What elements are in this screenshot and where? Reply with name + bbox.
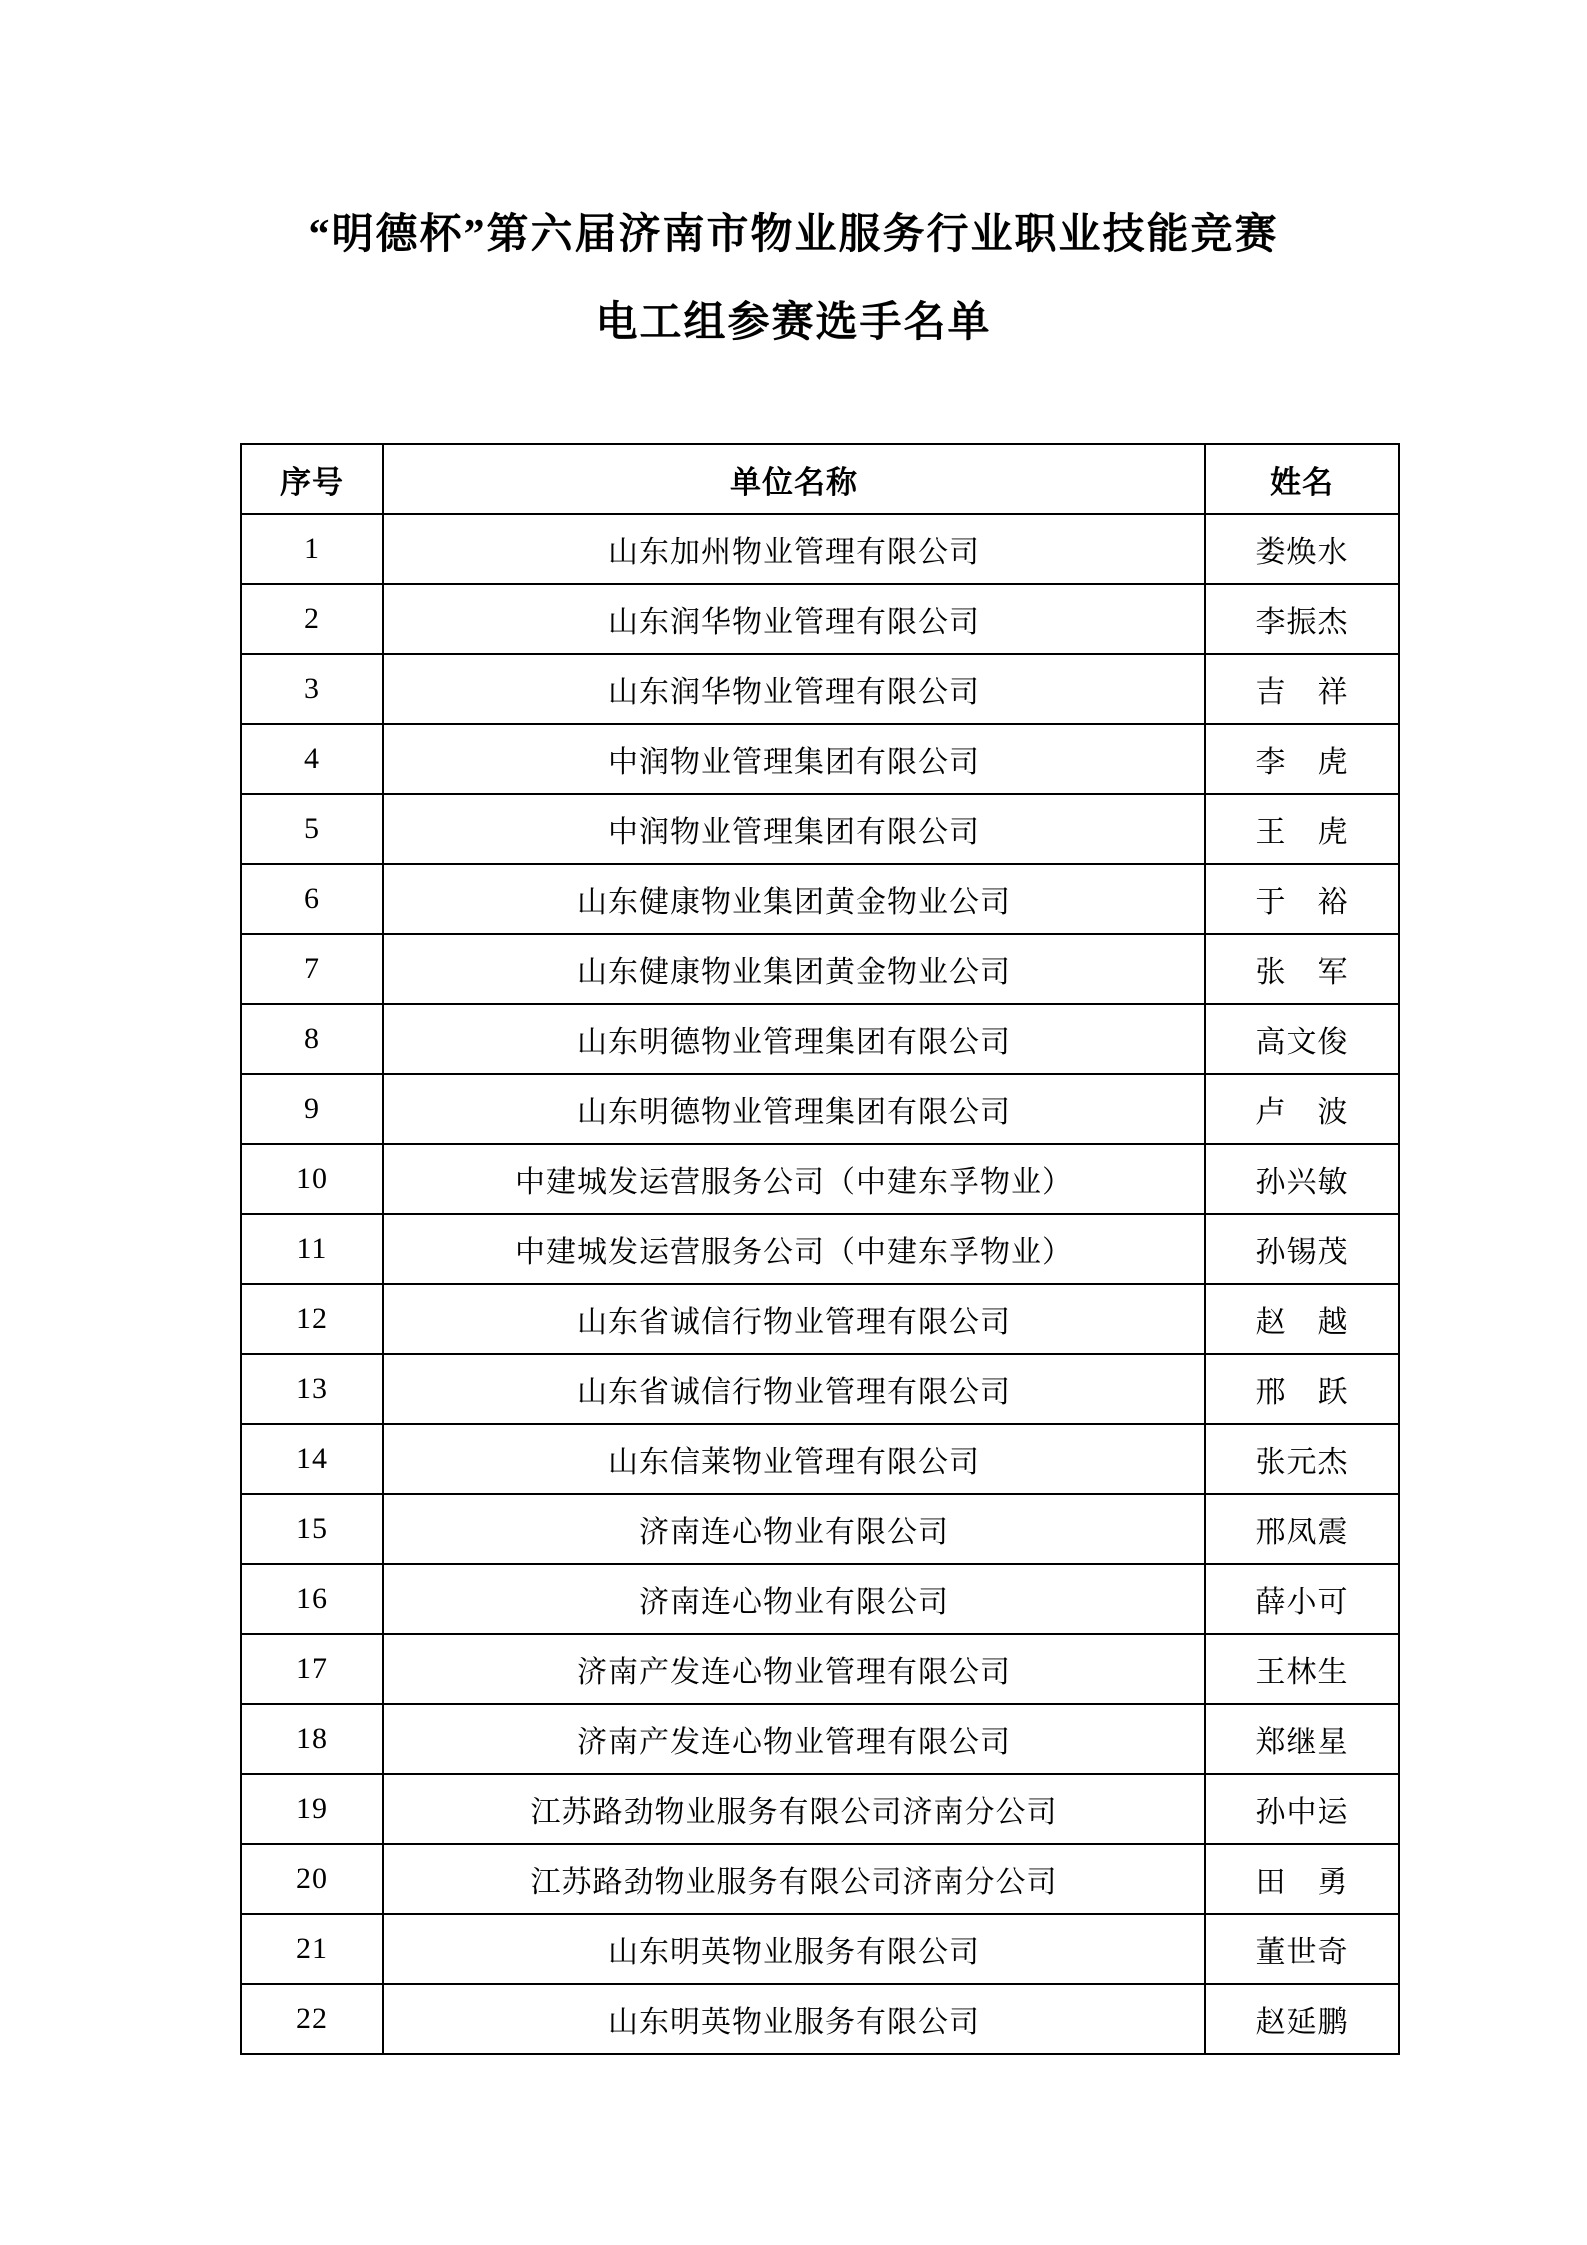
roster-table: [240, 443, 1400, 2055]
table-row: [241, 1284, 1399, 1354]
cell-company: 山东加州物业管理有限公司: [383, 514, 1205, 584]
cell-index: 17: [241, 1634, 383, 1704]
cell-company: 济南连心物业有限公司: [383, 1494, 1205, 1564]
cell-name: 孙锡茂: [1205, 1214, 1399, 1284]
cell-index: 5: [241, 794, 383, 864]
cell-index: 1: [241, 514, 383, 584]
cell-index: 15: [241, 1494, 383, 1564]
cell-company: 江苏路劲物业服务有限公司济南分公司: [383, 1774, 1205, 1844]
cell-index: 3: [241, 654, 383, 724]
cell-name: 于 裕: [1205, 864, 1399, 934]
header-cell-name: 姓名: [1205, 444, 1399, 514]
cell-index: 21: [241, 1914, 383, 1984]
cell-name: 田 勇: [1205, 1844, 1399, 1914]
cell-company: 山东省诚信行物业管理有限公司: [383, 1354, 1205, 1424]
cell-name: 张 军: [1205, 934, 1399, 1004]
cell-name: 赵延鹏: [1205, 1984, 1399, 2054]
table-row: [241, 1844, 1399, 1914]
cell-index: 2: [241, 584, 383, 654]
cell-name: 郑继星: [1205, 1704, 1399, 1774]
cell-name: 高文俊: [1205, 1004, 1399, 1074]
table-row: [241, 1004, 1399, 1074]
table-row: [241, 1634, 1399, 1704]
cell-index: 9: [241, 1074, 383, 1144]
cell-index: 8: [241, 1004, 383, 1074]
cell-name: 张元杰: [1205, 1424, 1399, 1494]
cell-company: 中建城发运营服务公司（中建东孚物业）: [383, 1214, 1205, 1284]
table-header-row: [241, 444, 1399, 514]
table-row: [241, 1074, 1399, 1144]
table-row: [241, 934, 1399, 1004]
cell-index: 4: [241, 724, 383, 794]
cell-company: 山东润华物业管理有限公司: [383, 584, 1205, 654]
cell-index: 14: [241, 1424, 383, 1494]
cell-name: 薛小可: [1205, 1564, 1399, 1634]
cell-index: 6: [241, 864, 383, 934]
cell-name: 邢凤震: [1205, 1494, 1399, 1564]
cell-name: 李振杰: [1205, 584, 1399, 654]
document-title-line-1: “明德杯”第六届济南市物业服务行业职业技能竞赛: [308, 212, 1279, 258]
cell-index: 22: [241, 1984, 383, 2054]
cell-index: 16: [241, 1564, 383, 1634]
cell-name: 赵 越: [1205, 1284, 1399, 1354]
cell-company: 济南产发连心物业管理有限公司: [383, 1634, 1205, 1704]
cell-company: 山东健康物业集团黄金物业公司: [383, 934, 1205, 1004]
table-row: [241, 1914, 1399, 1984]
table-row: [241, 1494, 1399, 1564]
table-row: [241, 1704, 1399, 1774]
cell-company: 中润物业管理集团有限公司: [383, 724, 1205, 794]
cell-index: 10: [241, 1144, 383, 1214]
cell-company: 山东明英物业服务有限公司: [383, 1914, 1205, 1984]
table-row: [241, 794, 1399, 864]
cell-name: 董世奇: [1205, 1914, 1399, 1984]
cell-company: 济南产发连心物业管理有限公司: [383, 1704, 1205, 1774]
cell-company: 山东省诚信行物业管理有限公司: [383, 1284, 1205, 1354]
table-row: [241, 1144, 1399, 1214]
cell-name: 王 虎: [1205, 794, 1399, 864]
cell-index: 12: [241, 1284, 383, 1354]
cell-name: 王林生: [1205, 1634, 1399, 1704]
table-row: [241, 1774, 1399, 1844]
cell-company: 山东明德物业管理集团有限公司: [383, 1074, 1205, 1144]
table-row: [241, 1564, 1399, 1634]
cell-index: 20: [241, 1844, 383, 1914]
cell-index: 7: [241, 934, 383, 1004]
table-row: [241, 724, 1399, 794]
header-cell-index: 序号: [241, 444, 383, 514]
cell-company: 中润物业管理集团有限公司: [383, 794, 1205, 864]
cell-name: 卢 波: [1205, 1074, 1399, 1144]
cell-index: 18: [241, 1704, 383, 1774]
cell-index: 13: [241, 1354, 383, 1424]
table-row: [241, 654, 1399, 724]
cell-company: 山东健康物业集团黄金物业公司: [383, 864, 1205, 934]
cell-company: 中建城发运营服务公司（中建东孚物业）: [383, 1144, 1205, 1214]
table-row: [241, 584, 1399, 654]
header-cell-company: 单位名称: [383, 444, 1205, 514]
table-row: [241, 864, 1399, 934]
table-row: [241, 1984, 1399, 2054]
table-row: [241, 1354, 1399, 1424]
cell-company: 山东润华物业管理有限公司: [383, 654, 1205, 724]
cell-name: 孙兴敏: [1205, 1144, 1399, 1214]
cell-company: 济南连心物业有限公司: [383, 1564, 1205, 1634]
table-row: [241, 514, 1399, 584]
cell-company: 江苏路劲物业服务有限公司济南分公司: [383, 1844, 1205, 1914]
cell-company: 山东明德物业管理集团有限公司: [383, 1004, 1205, 1074]
cell-name: 娄焕水: [1205, 514, 1399, 584]
cell-name: 吉 祥: [1205, 654, 1399, 724]
table-row: [241, 1214, 1399, 1284]
cell-name: 孙中运: [1205, 1774, 1399, 1844]
cell-index: 19: [241, 1774, 383, 1844]
cell-index: 11: [241, 1214, 383, 1284]
document-title-line-2: 电工组参赛选手名单: [595, 300, 992, 347]
cell-company: 山东明英物业服务有限公司: [383, 1984, 1205, 2054]
cell-name: 邢 跃: [1205, 1354, 1399, 1424]
table-row: [241, 1424, 1399, 1494]
cell-company: 山东信莱物业管理有限公司: [383, 1424, 1205, 1494]
cell-name: 李 虎: [1205, 724, 1399, 794]
